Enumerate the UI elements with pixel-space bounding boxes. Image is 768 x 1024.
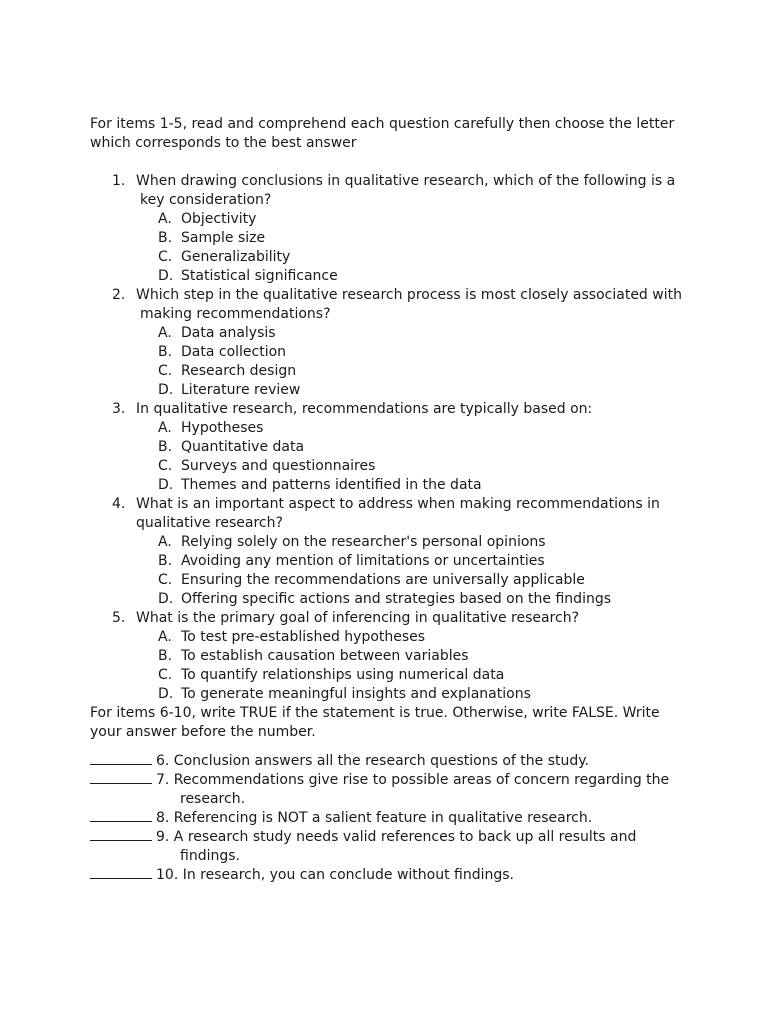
statement-text: 8. Referencing is NOT a salient feature in qualitative research. xyxy=(156,810,593,826)
question-item xyxy=(90,609,690,704)
choice-letter: A. xyxy=(158,534,172,550)
choice-text: Research design xyxy=(181,363,297,379)
true-false-list xyxy=(90,752,690,885)
statement-text: 10. In research, you can conclude without findings. xyxy=(156,867,515,883)
choice-item xyxy=(136,362,690,381)
choice-text: Data analysis xyxy=(181,325,276,341)
choice-item xyxy=(136,628,690,647)
choice-list xyxy=(136,324,690,400)
choice-letter: C. xyxy=(158,249,173,265)
choice-item xyxy=(136,438,690,457)
question-text: In qualitative research, recommendations are typically based on: xyxy=(136,401,593,417)
choice-text: Quantitative data xyxy=(181,439,305,455)
choice-letter: B. xyxy=(158,344,173,360)
answer-blank[interactable] xyxy=(90,771,152,784)
choice-item xyxy=(136,248,690,267)
statement-continuation: findings. xyxy=(180,848,240,864)
choice-item xyxy=(136,476,690,495)
choice-letter: C. xyxy=(158,363,173,379)
choice-letter: A. xyxy=(158,629,172,645)
choice-text: Hypotheses xyxy=(181,420,264,436)
choice-item xyxy=(136,210,690,229)
choice-letter: B. xyxy=(158,230,173,246)
true-false-item xyxy=(90,809,690,828)
choice-letter: D. xyxy=(158,591,174,607)
choice-letter: C. xyxy=(158,667,173,683)
choice-text: Offering specific actions and strategies based on the findings xyxy=(181,591,612,607)
choice-text: Data collection xyxy=(181,344,287,360)
true-false-item xyxy=(90,752,690,771)
choice-letter: D. xyxy=(158,686,174,702)
choice-text: Surveys and questionnaires xyxy=(181,458,376,474)
choice-letter: A. xyxy=(158,211,172,227)
choice-item xyxy=(136,229,690,248)
instructions-multiple-choice: For items 1-5, read and comprehend each question carefully then choose the letter which corresponds to the best answer xyxy=(90,116,675,151)
choice-item xyxy=(136,267,690,286)
answer-blank[interactable] xyxy=(90,752,152,765)
question-number: 1. xyxy=(112,173,126,189)
choice-text: Literature review xyxy=(181,382,301,398)
true-false-item xyxy=(90,828,690,866)
choice-text: Generalizability xyxy=(181,249,291,265)
choice-text: Ensuring the recommendations are universally applicable xyxy=(181,572,585,588)
answer-blank[interactable] xyxy=(90,828,152,841)
instructions-true-false: For items 6-10, write TRUE if the statement is true. Otherwise, write FALSE. Write your answer before the number. xyxy=(90,705,660,740)
choice-letter: D. xyxy=(158,268,174,284)
question-item xyxy=(90,172,690,286)
question-text: Which step in the qualitative research process is most closely associated with making recommendations? xyxy=(136,287,682,322)
choice-text: Statistical significance xyxy=(181,268,338,284)
choice-item xyxy=(136,343,690,362)
choice-letter: A. xyxy=(158,325,172,341)
choice-item xyxy=(136,647,690,666)
choice-text: To quantify relationships using numerical data xyxy=(181,667,505,683)
choice-list xyxy=(136,533,690,609)
choice-list xyxy=(136,628,690,704)
choice-item xyxy=(136,685,690,704)
choice-item xyxy=(136,419,690,438)
statement-text: 6. Conclusion answers all the research questions of the study. xyxy=(156,753,589,769)
statement-text: 7. Recommendations give rise to possible areas of concern regarding the xyxy=(156,772,670,788)
document-content xyxy=(90,115,690,885)
choice-item xyxy=(136,381,690,400)
choice-item xyxy=(136,571,690,590)
choice-text: Sample size xyxy=(181,230,266,246)
true-false-item xyxy=(90,866,690,885)
choice-text: To generate meaningful insights and explanations xyxy=(181,686,531,702)
question-number: 4. xyxy=(112,496,126,512)
question-text: What is the primary goal of inferencing in qualitative research? xyxy=(136,610,580,626)
choice-item xyxy=(136,552,690,571)
question-number: 2. xyxy=(112,287,126,303)
question-item xyxy=(90,495,690,609)
question-text: What is an important aspect to address when making recommendations in qualitative research? xyxy=(136,496,660,531)
choice-letter: B. xyxy=(158,553,173,569)
choice-text: Themes and patterns identified in the data xyxy=(181,477,482,493)
statement-text: 9. A research study needs valid references to back up all results and xyxy=(156,829,637,845)
choice-list xyxy=(136,210,690,286)
choice-item xyxy=(136,533,690,552)
answer-blank[interactable] xyxy=(90,866,152,879)
choice-text: To establish causation between variables xyxy=(181,648,469,664)
choice-list xyxy=(136,419,690,495)
choice-letter: A. xyxy=(158,420,172,436)
statement-continuation: research. xyxy=(180,791,246,807)
answer-blank[interactable] xyxy=(90,809,152,822)
choice-item xyxy=(136,590,690,609)
choice-item xyxy=(136,324,690,343)
true-false-item xyxy=(90,771,690,809)
question-number: 5. xyxy=(112,610,126,626)
question-item xyxy=(90,400,690,495)
multiple-choice-list xyxy=(90,172,690,704)
choice-item xyxy=(136,666,690,685)
choice-letter: D. xyxy=(158,477,174,493)
choice-text: Objectivity xyxy=(181,211,257,227)
choice-letter: C. xyxy=(158,458,173,474)
choice-text: Avoiding any mention of limitations or uncertainties xyxy=(181,553,545,569)
choice-letter: B. xyxy=(158,439,173,455)
question-item xyxy=(90,286,690,400)
question-text: When drawing conclusions in qualitative research, which of the following is a key consideration? xyxy=(136,173,676,208)
choice-text: Relying solely on the researcher's personal opinions xyxy=(181,534,546,550)
choice-letter: D. xyxy=(158,382,174,398)
question-number: 3. xyxy=(112,401,126,417)
choice-letter: C. xyxy=(158,572,173,588)
choice-letter: B. xyxy=(158,648,173,664)
choice-item xyxy=(136,457,690,476)
choice-text: To test pre-established hypotheses xyxy=(181,629,426,645)
